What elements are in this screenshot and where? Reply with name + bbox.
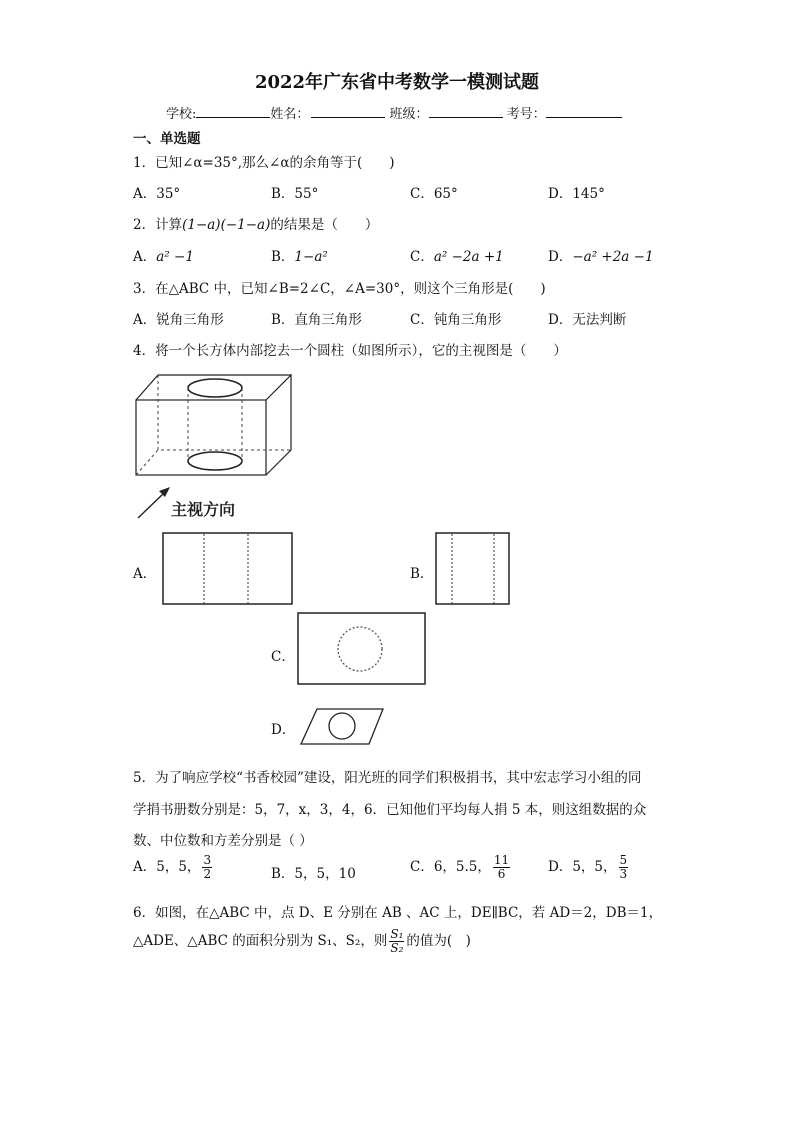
question-6-line-1: 6．如图，在△ABC 中，点 D、E 分别在 AB 、AC 上，DE∥BC，若 AD＝2，DB＝1，	[133, 905, 663, 921]
q6-line2-post: 的值为( )	[406, 933, 471, 949]
number-blank[interactable]	[546, 105, 622, 118]
q2-stem-pre: 2．计算	[133, 217, 183, 233]
q2-c-expr: a² −2a +1	[433, 249, 504, 265]
question-5-line-1: 5．为了响应学校“书香校园”建设，阳光班的同学们积极捐书，其中宏志学习小组的同	[133, 770, 642, 786]
q6-numerator: S₁	[390, 927, 404, 941]
q5-a-denominator: 2	[203, 867, 212, 881]
page-title: 2022年广东省中考数学一模测试题	[254, 72, 540, 93]
question-1-stem: 1．已知∠α=35°,那么∠α的余角等于( )	[133, 155, 395, 171]
q4-option-b-figure[interactable]	[435, 532, 511, 606]
section-heading: 一、单选题	[133, 131, 201, 147]
question-5-line-3: 数、中位数和方差分别是（ ）	[133, 833, 313, 849]
q1-option-b[interactable]: B．55°	[271, 186, 319, 202]
q2-d-expr: −a² +2a −1	[572, 249, 654, 265]
q5-a-fraction	[202, 854, 212, 881]
q1-option-d[interactable]: D．145°	[548, 186, 605, 202]
q6-denominator: S₂	[390, 941, 404, 955]
q4-option-a-figure[interactable]	[162, 532, 294, 606]
school-label: 学校:	[166, 107, 197, 122]
q5-d-fraction	[619, 854, 629, 881]
q2-a-expr: a² −1	[156, 249, 194, 265]
number-label: 考号：	[506, 107, 546, 122]
q2-option-a[interactable]	[133, 245, 194, 265]
q5-d-denominator: 3	[619, 867, 628, 881]
question-6-line-2	[133, 928, 471, 955]
q1-option-c[interactable]: C．65°	[410, 186, 458, 202]
q2-c-label: C．	[410, 249, 434, 265]
q5-d-numerator: 5	[619, 853, 628, 867]
q5-option-d[interactable]	[548, 854, 630, 881]
q5-option-c[interactable]	[410, 854, 512, 881]
question-3-stem: 3．在△ABC 中，已知∠B=2∠C，∠A=30°，则这个三角形是( )	[133, 281, 546, 297]
q2-a-label: A．	[133, 249, 157, 265]
question-5-line-2: 学捐书册数分别是：5，7，x，3，4，6．已知他们平均每人捐 5 本，则这组数据的众	[133, 802, 647, 818]
q4-option-a-label[interactable]: A．	[133, 566, 157, 582]
q2-option-d[interactable]	[548, 245, 654, 265]
name-label: 姓名：	[270, 107, 310, 122]
q5-c-denominator: 6	[497, 867, 506, 881]
q5-c-label: C．6，5.5，	[410, 859, 491, 875]
q3-option-c[interactable]: C．钝角三角形	[410, 312, 502, 328]
q1-option-a[interactable]: A．35°	[133, 186, 181, 202]
student-info-line	[166, 103, 622, 122]
q4-option-d-label[interactable]: D．	[271, 722, 296, 738]
q2-option-c[interactable]	[410, 245, 504, 265]
q2-d-label: D．	[548, 249, 573, 265]
q3-option-a[interactable]: A．锐角三角形	[133, 312, 224, 328]
class-label: 班级：	[389, 107, 429, 122]
name-blank[interactable]	[311, 105, 385, 118]
q5-option-a[interactable]	[133, 854, 214, 881]
q5-c-fraction	[493, 854, 510, 881]
view-direction-label: 主视方向	[171, 500, 236, 519]
q5-d-label: D．5，5，	[548, 859, 617, 875]
q5-a-label: A．5，5，	[133, 859, 201, 875]
q2-b-label: B．	[271, 249, 295, 265]
q6-fraction	[389, 928, 404, 955]
question-2-stem	[133, 213, 378, 233]
q6-line2-pre: △ADE、△ABC 的面积分别为 S₁、S₂，则	[133, 933, 388, 949]
q2-option-b[interactable]	[271, 245, 328, 265]
q5-option-b[interactable]: B．5，5，10	[271, 866, 356, 882]
question-4-stem: 4．将一个长方体内部挖去一个圆柱（如图所示），它的主视图是（ ）	[133, 343, 567, 359]
q4-option-d-figure[interactable]	[299, 707, 385, 747]
school-blank[interactable]	[196, 105, 270, 118]
cuboid-figure	[133, 370, 303, 525]
q2-b-expr: 1−a²	[294, 249, 328, 265]
q4-option-c-figure[interactable]	[297, 612, 427, 686]
class-blank[interactable]	[429, 105, 503, 118]
q2-stem-expression: (1−a)(−1−a)	[182, 217, 271, 233]
q4-option-b-label[interactable]: B．	[410, 566, 434, 582]
q5-a-numerator: 3	[203, 853, 212, 867]
q2-stem-post: 的结果是（ ）	[270, 217, 379, 233]
q3-option-b[interactable]: B．直角三角形	[271, 312, 362, 328]
q5-c-numerator: 11	[493, 853, 510, 867]
q3-option-d[interactable]: D．无法判断	[548, 312, 627, 328]
q4-option-c-label[interactable]: C．	[271, 649, 295, 665]
